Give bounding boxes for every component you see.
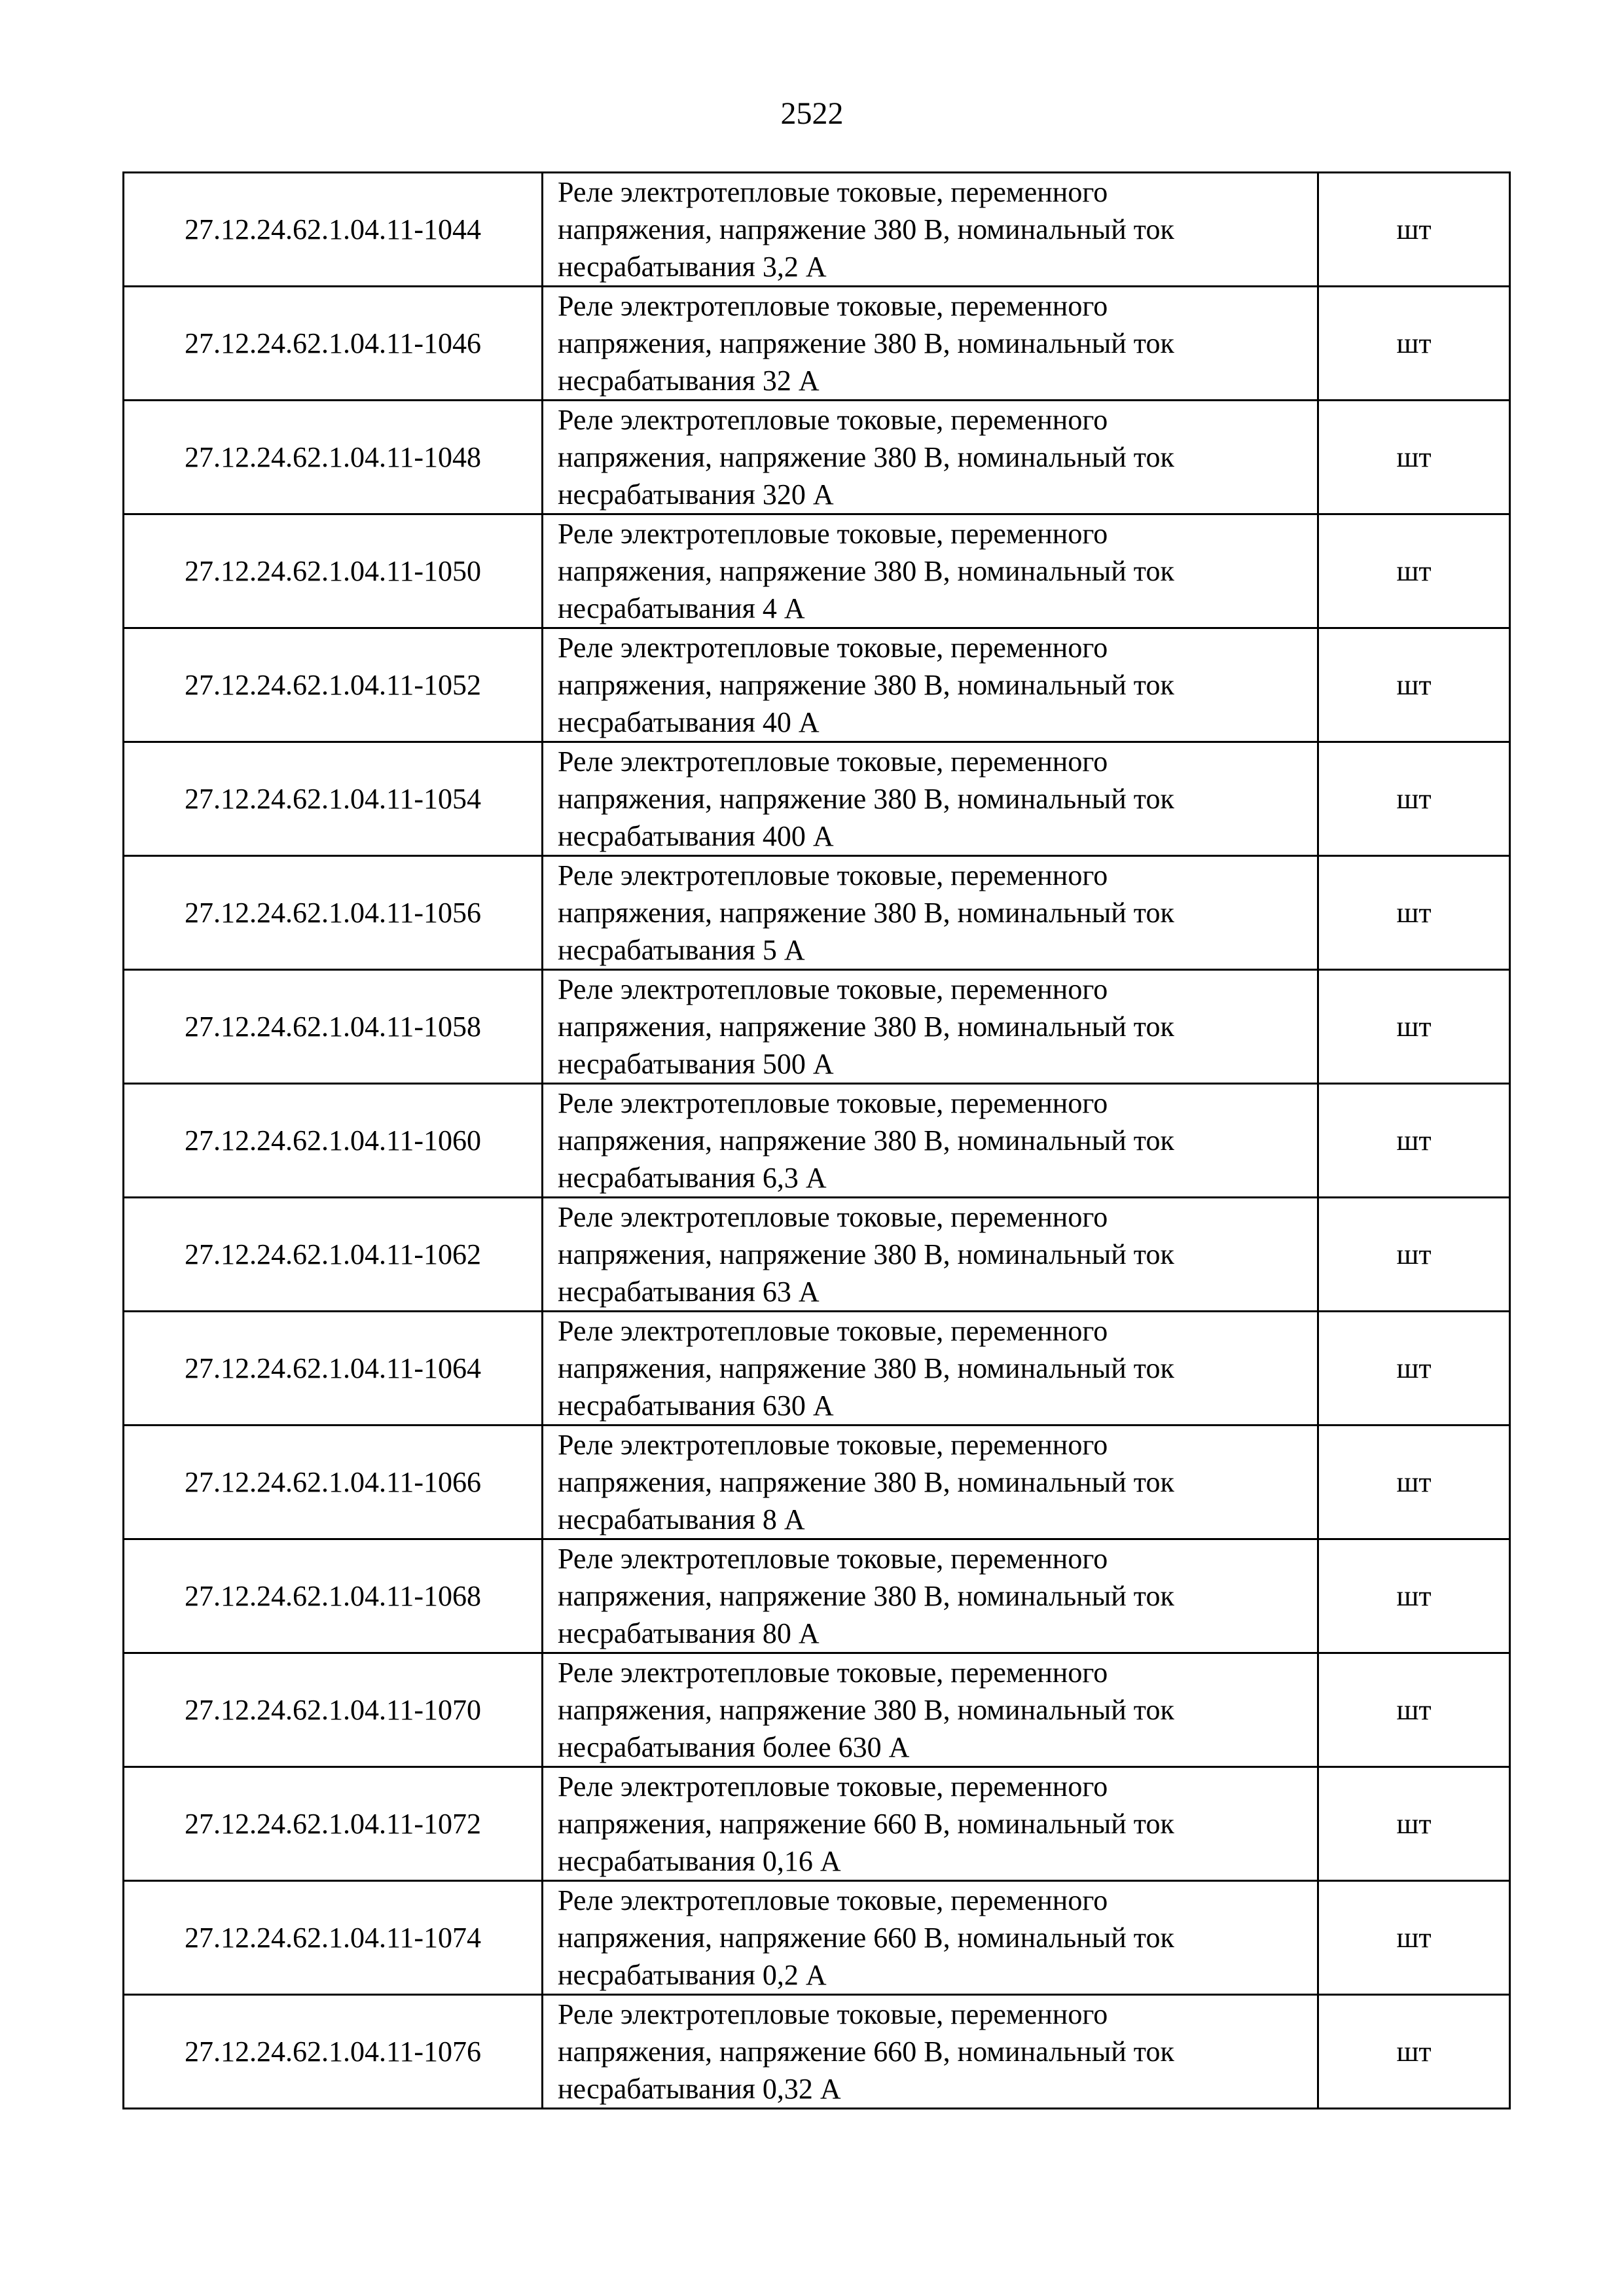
table-row	[124, 856, 1510, 970]
description-cell	[543, 514, 1318, 628]
description-line: напряжения, напряжение 660 В, номинальный ток	[558, 2036, 1174, 2068]
code-cell: 27.12.24.62.1.04.11-1058	[124, 970, 543, 1084]
unit-cell: шт	[1318, 1312, 1510, 1426]
table-row	[124, 970, 1510, 1084]
code-cell: 27.12.24.62.1.04.11-1062	[124, 1198, 543, 1312]
description-line: несрабатывания 0,16 А	[558, 1845, 841, 1877]
table-row	[124, 1995, 1510, 2109]
description-line: напряжения, напряжение 380 В, номинальный ток	[558, 1124, 1174, 1157]
table-row	[124, 1767, 1510, 1881]
description-cell	[543, 287, 1318, 401]
description-cell	[543, 1653, 1318, 1767]
description-line: Реле электротепловые токовые, переменного	[558, 1770, 1108, 1803]
description-line: напряжения, напряжение 660 В, номинальный ток	[558, 1808, 1174, 1840]
description-line: Реле электротепловые токовые, переменного	[558, 632, 1108, 664]
unit-cell: шт	[1318, 1995, 1510, 2109]
description-line: напряжения, напряжение 380 В, номинальный ток	[558, 1580, 1174, 1612]
table-row	[124, 1312, 1510, 1426]
unit-cell: шт	[1318, 628, 1510, 742]
description-line: напряжения, напряжение 380 В, номинальный ток	[558, 213, 1174, 245]
page-number: 2522	[780, 96, 844, 131]
description-line: Реле электротепловые токовые, переменного	[558, 745, 1108, 778]
code-cell: 27.12.24.62.1.04.11-1052	[124, 628, 543, 742]
description-line: напряжения, напряжение 380 В, номинальный ток	[558, 1011, 1174, 1043]
description-line: несрабатывания 4 А	[558, 592, 805, 624]
description-cell	[543, 1767, 1318, 1881]
description-cell	[543, 1426, 1318, 1539]
description-cell	[543, 742, 1318, 856]
description-line: Реле электротепловые токовые, переменного	[558, 290, 1108, 322]
description-cell	[543, 173, 1318, 287]
table-row	[124, 287, 1510, 401]
description-line: Реле электротепловые токовые, переменного	[558, 1657, 1108, 1689]
description-cell	[543, 628, 1318, 742]
code-cell: 27.12.24.62.1.04.11-1048	[124, 401, 543, 514]
description-line: напряжения, напряжение 380 В, номинальный ток	[558, 897, 1174, 929]
description-cell	[543, 1312, 1318, 1426]
classification-table	[122, 171, 1511, 2109]
description-line: напряжения, напряжение 380 В, номинальный ток	[558, 669, 1174, 701]
description-cell	[543, 1995, 1318, 2109]
description-line: несрабатывания 32 А	[558, 365, 820, 397]
unit-cell: шт	[1318, 856, 1510, 970]
description-cell	[543, 1084, 1318, 1198]
code-cell: 27.12.24.62.1.04.11-1060	[124, 1084, 543, 1198]
unit-cell: шт	[1318, 742, 1510, 856]
code-cell: 27.12.24.62.1.04.11-1050	[124, 514, 543, 628]
unit-cell: шт	[1318, 1881, 1510, 1995]
description-cell	[543, 856, 1318, 970]
unit-cell: шт	[1318, 1653, 1510, 1767]
code-cell: 27.12.24.62.1.04.11-1054	[124, 742, 543, 856]
description-line: напряжения, напряжение 380 В, номинальный ток	[558, 1694, 1174, 1726]
description-line: Реле электротепловые токовые, переменного	[558, 404, 1108, 436]
table-row	[124, 1653, 1510, 1767]
description-line: несрабатывания 400 А	[558, 820, 834, 852]
description-line: несрабатывания 320 А	[558, 478, 834, 511]
description-line: Реле электротепловые токовые, переменного	[558, 1543, 1108, 1575]
table-row	[124, 742, 1510, 856]
description-line: Реле электротепловые токовые, переменного	[558, 1429, 1108, 1461]
unit-cell: шт	[1318, 1084, 1510, 1198]
unit-cell: шт	[1318, 970, 1510, 1084]
description-line: напряжения, напряжение 380 В, номинальный ток	[558, 1352, 1174, 1384]
table-row	[124, 1881, 1510, 1995]
code-cell: 27.12.24.62.1.04.11-1068	[124, 1539, 543, 1653]
table-row	[124, 628, 1510, 742]
code-cell: 27.12.24.62.1.04.11-1066	[124, 1426, 543, 1539]
description-line: напряжения, напряжение 380 В, номинальный ток	[558, 555, 1174, 587]
description-cell	[543, 401, 1318, 514]
description-line: напряжения, напряжение 380 В, номинальный ток	[558, 1466, 1174, 1498]
description-line: несрабатывания 0,2 А	[558, 1959, 827, 1991]
table-row	[124, 401, 1510, 514]
description-line: несрабатывания 6,3 А	[558, 1162, 827, 1194]
description-line: несрабатывания 5 А	[558, 934, 805, 966]
description-cell	[543, 1539, 1318, 1653]
unit-cell: шт	[1318, 514, 1510, 628]
table-row	[124, 1539, 1510, 1653]
code-cell: 27.12.24.62.1.04.11-1072	[124, 1767, 543, 1881]
description-line: несрабатывания 8 А	[558, 1503, 805, 1535]
code-cell: 27.12.24.62.1.04.11-1044	[124, 173, 543, 287]
code-cell: 27.12.24.62.1.04.11-1064	[124, 1312, 543, 1426]
unit-cell: шт	[1318, 173, 1510, 287]
table-row	[124, 514, 1510, 628]
unit-cell: шт	[1318, 401, 1510, 514]
description-line: Реле электротепловые токовые, переменного	[558, 1315, 1108, 1347]
table-row	[124, 1426, 1510, 1539]
description-line: Реле электротепловые токовые, переменного	[558, 1998, 1108, 2030]
description-cell	[543, 970, 1318, 1084]
code-cell: 27.12.24.62.1.04.11-1056	[124, 856, 543, 970]
description-line: Реле электротепловые токовые, переменного	[558, 176, 1108, 208]
code-cell: 27.12.24.62.1.04.11-1070	[124, 1653, 543, 1767]
description-line: несрабатывания 3,2 А	[558, 251, 827, 283]
description-line: Реле электротепловые токовые, переменного	[558, 859, 1108, 891]
description-line: Реле электротепловые токовые, переменного	[558, 973, 1108, 1005]
description-cell	[543, 1881, 1318, 1995]
description-line: несрабатывания 80 А	[558, 1617, 820, 1649]
description-line: напряжения, напряжение 660 В, номинальный ток	[558, 1922, 1174, 1954]
description-line: напряжения, напряжение 380 В, номинальный ток	[558, 1238, 1174, 1270]
description-line: Реле электротепловые токовые, переменного	[558, 1201, 1108, 1233]
code-cell: 27.12.24.62.1.04.11-1074	[124, 1881, 543, 1995]
unit-cell: шт	[1318, 1426, 1510, 1539]
description-line: Реле электротепловые токовые, переменного	[558, 1087, 1108, 1119]
description-line: несрабатывания 630 А	[558, 1390, 834, 1422]
unit-cell: шт	[1318, 1767, 1510, 1881]
description-cell	[543, 1198, 1318, 1312]
description-line: Реле электротепловые токовые, переменного	[558, 518, 1108, 550]
unit-cell: шт	[1318, 1539, 1510, 1653]
table-row	[124, 1084, 1510, 1198]
description-line: несрабатывания 0,32 А	[558, 2073, 841, 2105]
unit-cell: шт	[1318, 287, 1510, 401]
description-line: несрабатывания 40 А	[558, 706, 820, 738]
code-cell: 27.12.24.62.1.04.11-1076	[124, 1995, 543, 2109]
code-cell: 27.12.24.62.1.04.11-1046	[124, 287, 543, 401]
description-line: несрабатывания 500 А	[558, 1048, 834, 1080]
table-row	[124, 1198, 1510, 1312]
description-line: Реле электротепловые токовые, переменного	[558, 1884, 1108, 1916]
table-row	[124, 173, 1510, 287]
unit-cell: шт	[1318, 1198, 1510, 1312]
description-line: напряжения, напряжение 380 В, номинальный ток	[558, 441, 1174, 473]
description-line: несрабатывания 63 А	[558, 1276, 820, 1308]
table-body	[124, 173, 1510, 2109]
description-line: несрабатывания более 630 А	[558, 1731, 910, 1763]
description-line: напряжения, напряжение 380 В, номинальный ток	[558, 783, 1174, 815]
description-line: напряжения, напряжение 380 В, номинальный ток	[558, 327, 1174, 359]
